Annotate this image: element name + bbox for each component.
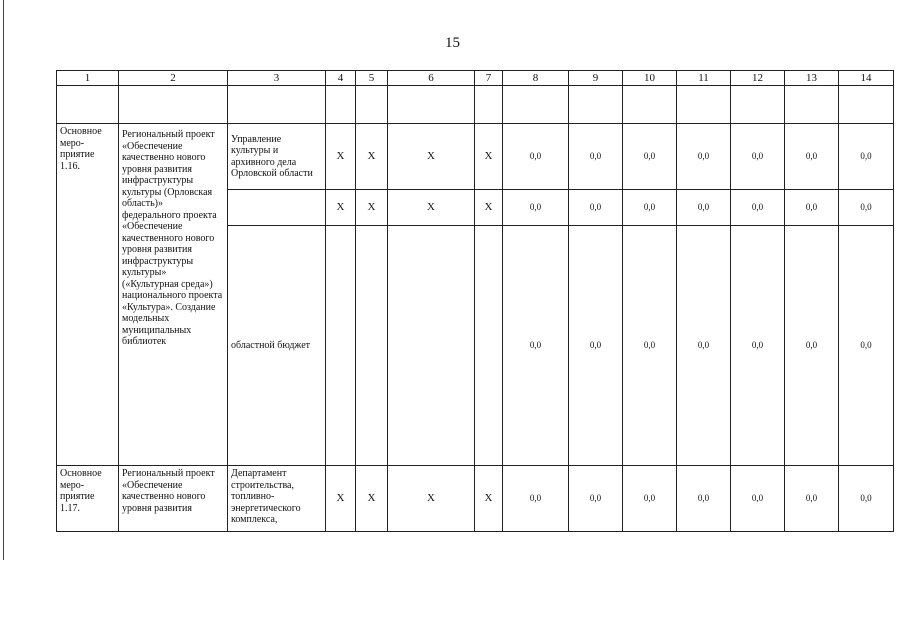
value-cell: 0,0	[623, 124, 677, 190]
mark-cell: Х	[356, 466, 388, 532]
mark-cell	[388, 226, 475, 466]
header-cell: 4	[326, 71, 356, 86]
value-cell: 0,0	[569, 190, 623, 226]
mark-cell: Х	[388, 124, 475, 190]
mark-cell: Х	[326, 124, 356, 190]
value-cell: 0,0	[839, 124, 894, 190]
value-cell: 0,0	[785, 190, 839, 226]
header-cell: 11	[677, 71, 731, 86]
value-cell: 0,0	[569, 466, 623, 532]
executor-cell: Управление культуры и архивного дела Орловской области	[228, 124, 326, 190]
mark-cell: Х	[475, 466, 503, 532]
mark-cell: Х	[326, 466, 356, 532]
header-cell: 6	[388, 71, 475, 86]
executor-cell: Департамент строительства, топливно-энергетического комплекса,	[228, 466, 326, 532]
value-cell: 0,0	[503, 190, 569, 226]
value-cell: 0,0	[785, 226, 839, 466]
value-cell: 0,0	[731, 190, 785, 226]
table-row	[57, 466, 894, 532]
header-cell: 2	[119, 71, 228, 86]
header-cell: 14	[839, 71, 894, 86]
value-cell: 0,0	[503, 226, 569, 466]
mark-cell	[475, 226, 503, 466]
header-cell: 12	[731, 71, 785, 86]
program-table	[56, 70, 894, 532]
mark-cell: Х	[475, 124, 503, 190]
mark-cell: Х	[475, 190, 503, 226]
value-cell: 0,0	[839, 226, 894, 466]
table-row	[57, 124, 894, 190]
value-cell: 0,0	[503, 466, 569, 532]
funding-source-cell: областной бюджет	[228, 226, 326, 466]
mark-cell: Х	[356, 124, 388, 190]
mark-cell: Х	[388, 466, 475, 532]
page-number: 15	[445, 35, 460, 51]
header-cell: 7	[475, 71, 503, 86]
activity-code-cell: Основное меро-приятие 1.17.	[57, 466, 119, 532]
activity-name-cell: Региональный проект «Обеспечение качественно нового уровня развития инфраструктуры культуры (Орловская область)» федерального проекта «Обеспечение качественного нового уровня развития инфраструктуры культуры» («Культурная среда») национального проекта «Культура». Создание модельных муниципальных библиотек	[119, 124, 228, 466]
header-cell: 10	[623, 71, 677, 86]
value-cell: 0,0	[731, 226, 785, 466]
value-cell: 0,0	[569, 226, 623, 466]
header-cell: 8	[503, 71, 569, 86]
header-cell: 13	[785, 71, 839, 86]
value-cell: 0,0	[623, 226, 677, 466]
value-cell: 0,0	[839, 190, 894, 226]
header-row	[57, 71, 894, 86]
value-cell: 0,0	[731, 124, 785, 190]
value-cell: 0,0	[503, 124, 569, 190]
value-cell: 0,0	[677, 124, 731, 190]
mark-cell	[356, 226, 388, 466]
header-cell: 1	[57, 71, 119, 86]
header-cell: 3	[228, 71, 326, 86]
activity-name-cell: Региональный проект «Обеспечение качественно нового уровня развития	[119, 466, 228, 532]
value-cell: 0,0	[677, 466, 731, 532]
value-cell: 0,0	[839, 466, 894, 532]
mark-cell	[326, 226, 356, 466]
value-cell: 0,0	[785, 124, 839, 190]
mark-cell: Х	[356, 190, 388, 226]
executor-cell	[228, 190, 326, 226]
mark-cell: Х	[326, 190, 356, 226]
header-cell: 9	[569, 71, 623, 86]
scan-edge-line	[3, 0, 4, 560]
activity-code-cell: Основное меро-приятие 1.16.	[57, 124, 119, 466]
empty-spacer-row	[57, 86, 894, 124]
value-cell: 0,0	[731, 466, 785, 532]
value-cell: 0,0	[785, 466, 839, 532]
value-cell: 0,0	[677, 226, 731, 466]
value-cell: 0,0	[677, 190, 731, 226]
header-cell: 5	[356, 71, 388, 86]
value-cell: 0,0	[623, 190, 677, 226]
value-cell: 0,0	[569, 124, 623, 190]
value-cell: 0,0	[623, 466, 677, 532]
mark-cell: Х	[388, 190, 475, 226]
